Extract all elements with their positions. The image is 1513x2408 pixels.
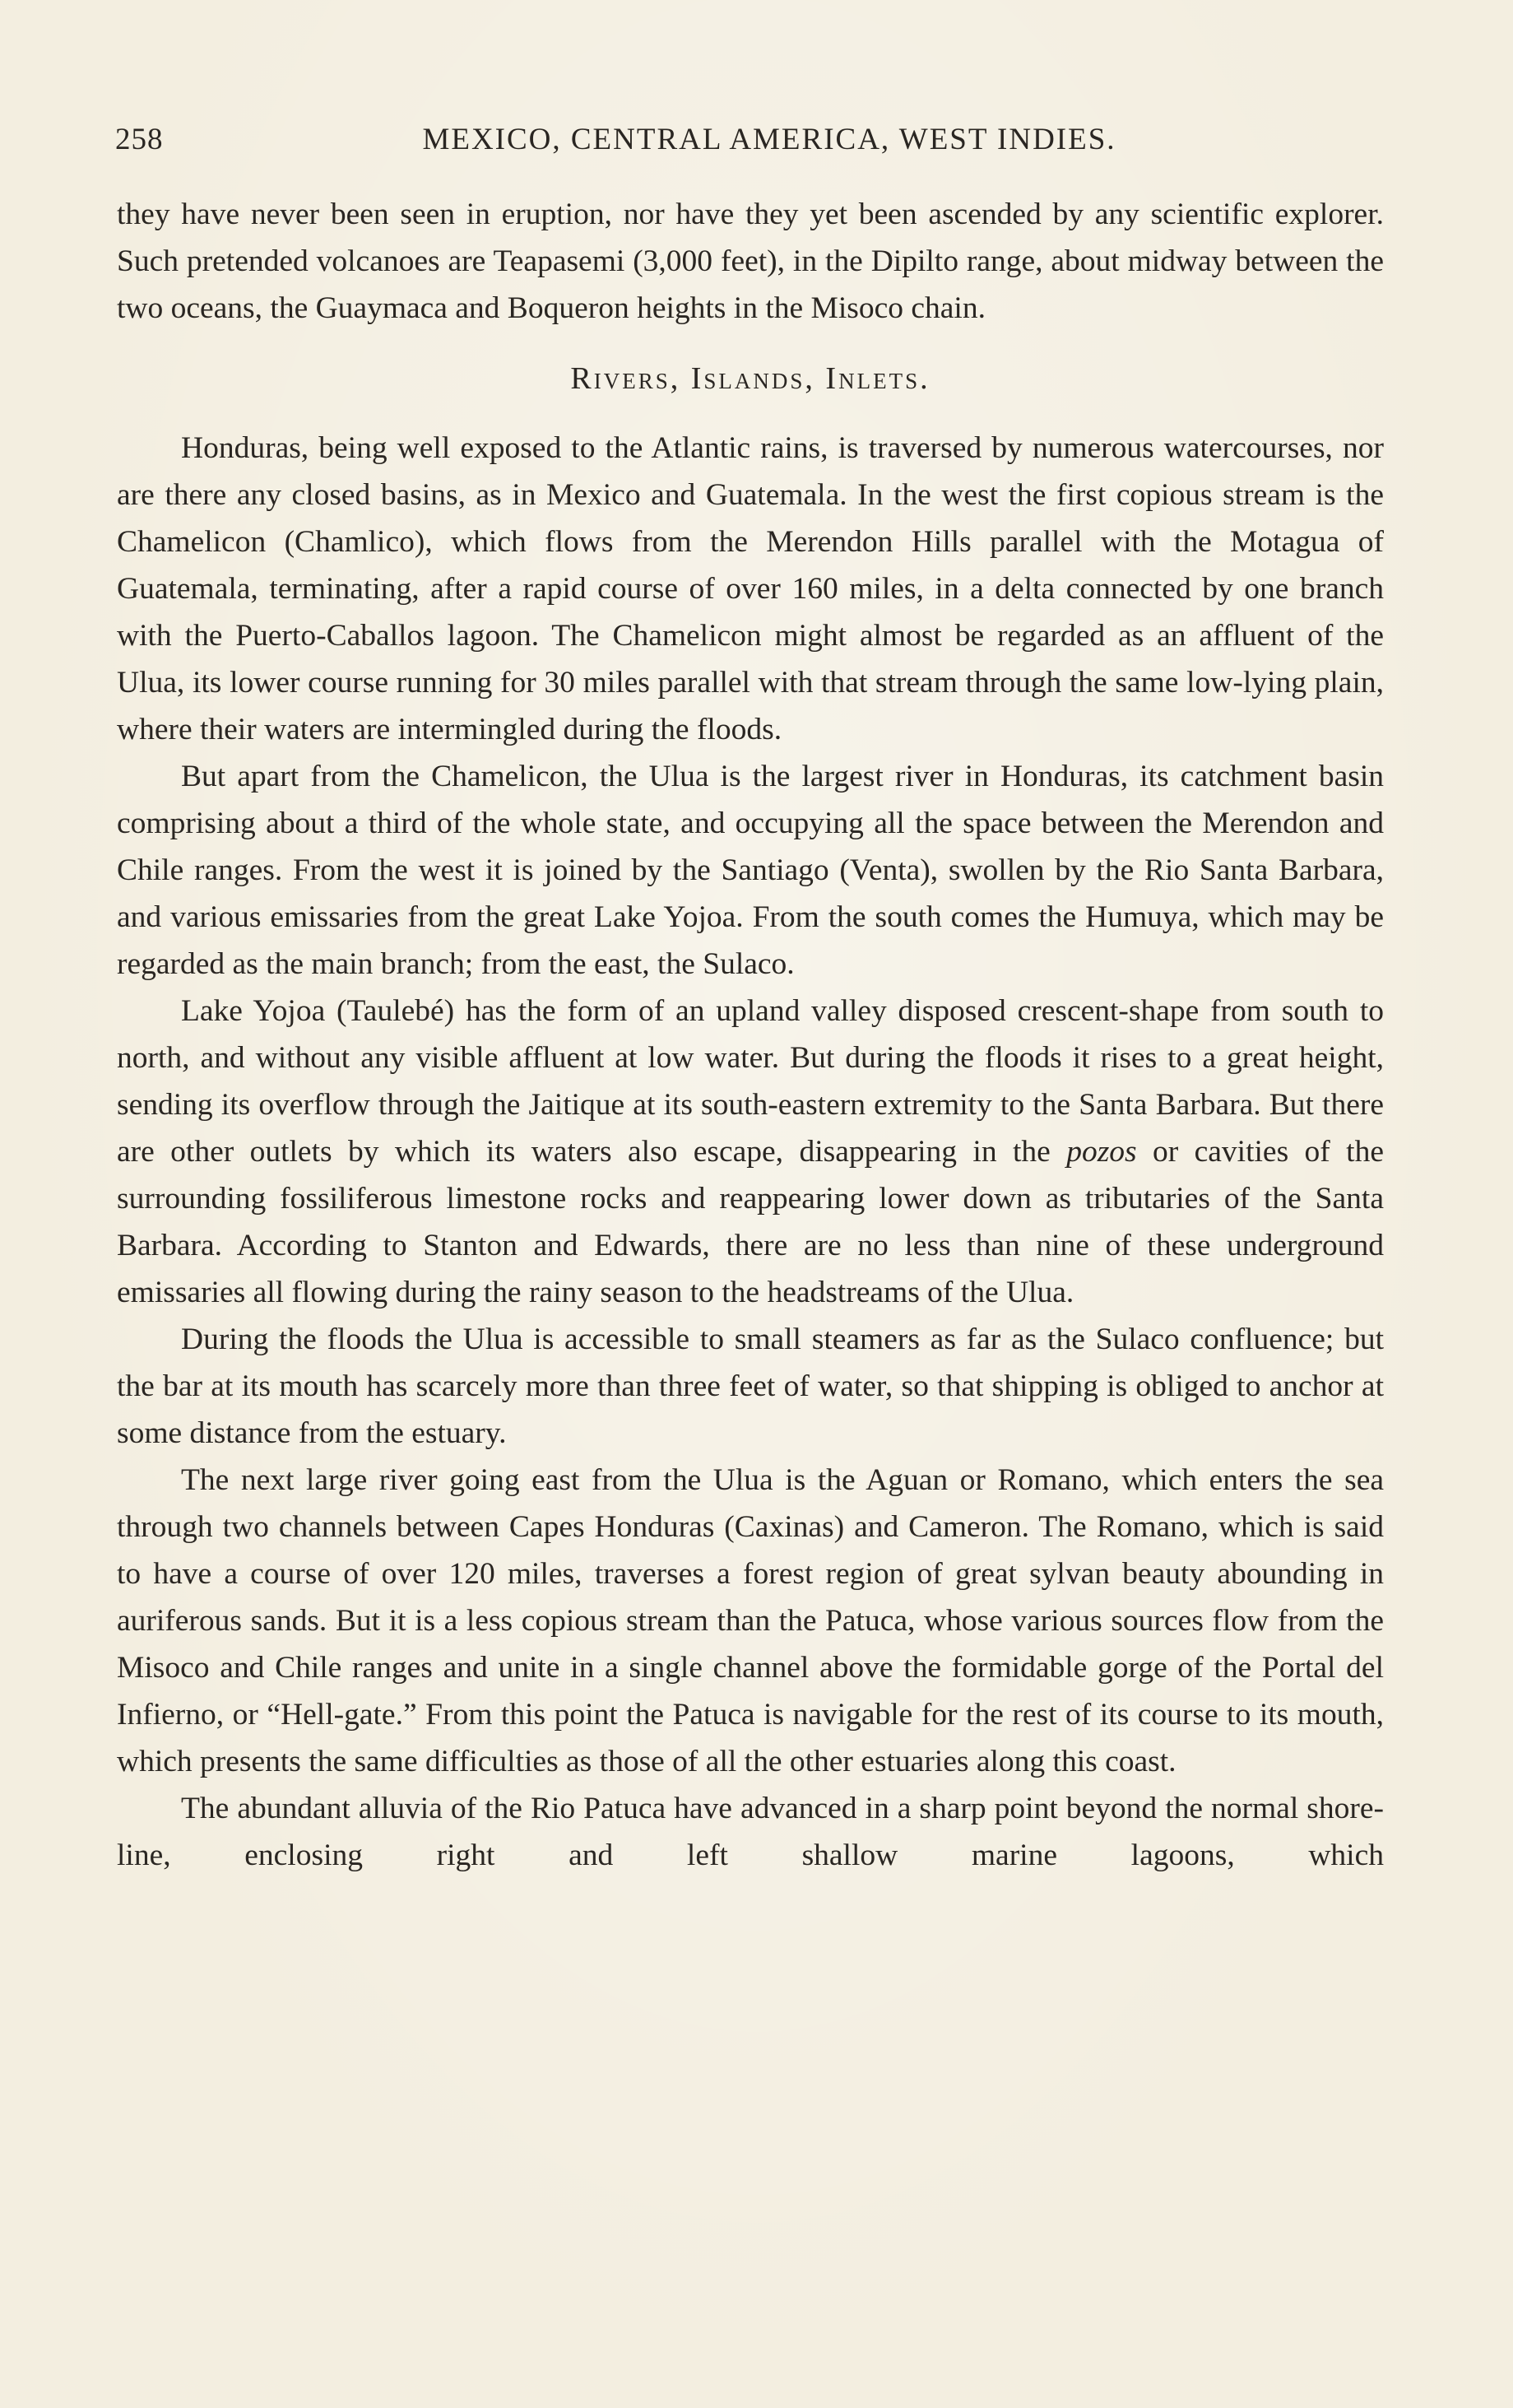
paragraph-lake-yojoa xyxy=(117,988,1384,1316)
body-text xyxy=(117,191,1384,1879)
running-title: MEXICO, CENTRAL AMERICA, WEST INDIES. xyxy=(422,123,1116,156)
pozos-term: pozos xyxy=(1066,1135,1137,1169)
paragraph-floods: During the floods the Ulua is accessible to small steamers as far as the Sulaco confluence; but the bar at its mouth has scarcely more than three feet of water, so that shipping is obliged to anchor at some distance from the estuary. xyxy=(117,1323,1384,1450)
paragraph-aguan-patuca: The next large river going east from the Ulua is the Aguan or Romano, which enters the sea through two channels between Capes Honduras (Caxinas) and Cameron. The Romano, which is said to have a course of over 120 miles, traverses a forest region of great sylvan beauty abounding in auriferous sands. But it is a less copious stream than the Patuca, whose various sources flow from the Misoco and Chile ranges and unite in a single channel above the formidable gorge of the Portal del Infierno, or “Hell-gate.” From this point the Patuca is navigable for the rest of its course to its mouth, which presents the same difficulties as those of all the other estuaries along this coast. xyxy=(117,1463,1384,1778)
running-head xyxy=(115,122,1390,163)
page-number: 258 xyxy=(115,123,164,156)
section-heading: Rivers, Islands, Inlets. xyxy=(570,361,931,396)
paragraph-alluvia: The abundant alluvia of the Rio Patuca have advanced in a sharp point beyond the normal shore-line, enclosing right and left shallow marine lagoons, which xyxy=(117,1792,1384,1872)
lake-yojoa-text-start: Lake Yojoa (Taulebé) has the form of an upland valley disposed crescent-shape from south to north, and without any visible affluent at low water. But during the floods it rises to a great height, sending its overflow through the Jaitique at its south-eastern extremity to the Santa Barbara. But there are other outlets by which its waters also escape, disappearing in the xyxy=(117,994,1384,1169)
lake-yojoa-text-end: or cavities of the surrounding fossiliferous limestone rocks and reappearing lower down as tributaries of the Santa Barbara. According to Stanton and Edwards, there are no less than nine of these underground emissaries all flowing during the rainy season to the headstreams of the Ulua. xyxy=(117,1135,1384,1309)
paragraph-chamelicon: Honduras, being well exposed to the Atlantic rains, is traversed by numerous watercourses, nor are there any closed basins, as in Mexico and Guatemala. In the west the first copious stream is the Chamelicon (Chamlico), which flows from the Merendon Hills parallel with the Motagua of Guatemala, terminating, after a rapid course of over 160 miles, in a delta connected by one branch with the Puerto-Caballos lagoon. The Chamelicon might almost be regarded as an affluent of the Ulua, its lower course running for 30 miles parallel with that stream through the same low-lying plain, where their waters are intermingled during the floods. xyxy=(117,431,1384,746)
continuation-paragraph: they have never been seen in eruption, nor have they yet been ascended by any scientific explorer. Such pretended volcanoes are Teapasemi (3,000 feet), in the Dipilto range, about midway between the two oceans, the Guaymaca and Boqueron heights in the Misoco chain. xyxy=(117,198,1384,325)
paragraph-ulua: But apart from the Chamelicon, the Ulua is the largest river in Honduras, its catchment basin comprising about a third of the whole state, and occupying all the space between the Merendon and Chile ranges. From the west it is joined by the Santiago (Venta), swollen by the Rio Santa Barbara, and various emissaries from the great Lake Yojoa. From the south comes the Humuya, which may be regarded as the main branch; from the east, the Sulaco. xyxy=(117,760,1384,981)
